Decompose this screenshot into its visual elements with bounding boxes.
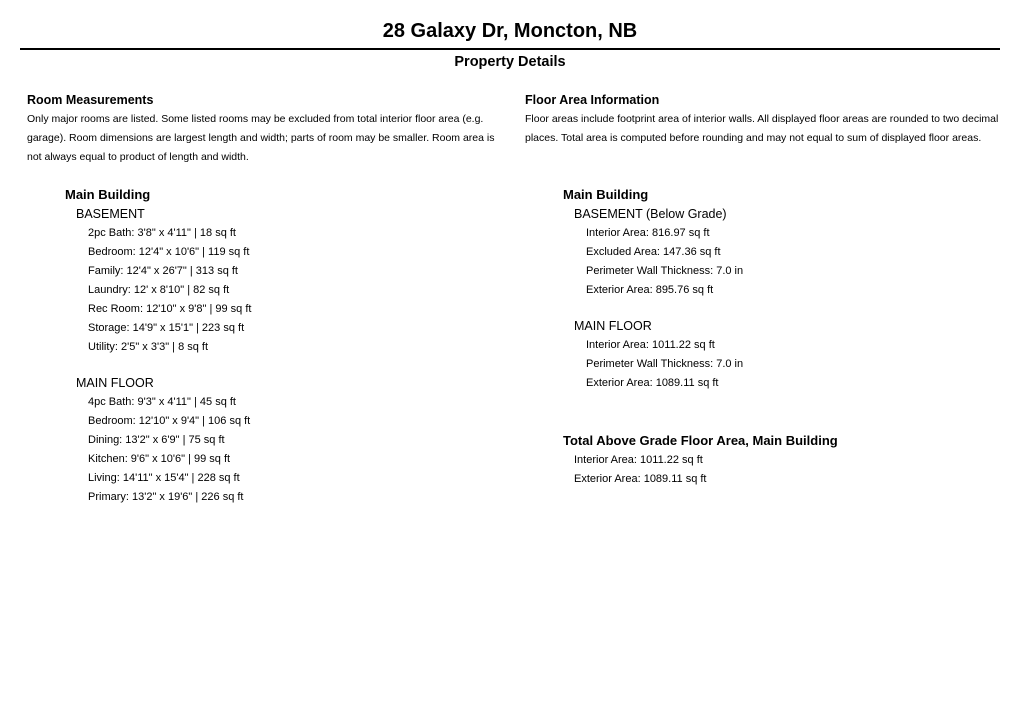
area-entry: Excluded Area: 147.36 sq ft xyxy=(586,246,721,258)
total-entry: Interior Area: 1011.22 sq ft xyxy=(574,454,703,466)
building-heading: Main Building xyxy=(563,187,649,202)
floor-name-main-floor: MAIN FLOOR xyxy=(76,376,154,390)
floor-area-description: Floor areas include footprint area of interior walls. All displayed floor areas are rounded to two decimal places. Total area is computed before rounding and may not equal to sum of displayed floor areas. xyxy=(525,113,999,144)
room-entry: Utility: 2'5" x 3'3" | 8 sq ft xyxy=(88,341,209,353)
page-subtitle: Property Details xyxy=(454,54,566,70)
floor-name-basement: BASEMENT xyxy=(76,207,145,221)
page-title: 28 Galaxy Dr, Moncton, NB xyxy=(382,20,638,42)
room-measurements-section xyxy=(27,92,507,167)
room-entry: 2pc Bath: 3'8" x 4'11" | 18 sq ft xyxy=(88,227,236,239)
room-entry: 4pc Bath: 9'3" x 4'11" | 45 sq ft xyxy=(88,396,236,408)
title-divider xyxy=(20,48,1000,50)
total-floor-area xyxy=(563,432,838,489)
room-list xyxy=(65,186,251,507)
total-entry: Exterior Area: 1089.11 sq ft xyxy=(574,473,707,485)
area-entry: Interior Area: 1011.22 sq ft xyxy=(586,339,715,351)
total-heading: Total Above Grade Floor Area, Main Building xyxy=(563,433,838,448)
area-entry: Exterior Area: 895.76 sq ft xyxy=(586,284,714,296)
room-entry: Bedroom: 12'4" x 10'6" | 119 sq ft xyxy=(88,246,250,258)
room-entry: Family: 12'4" x 26'7" | 313 sq ft xyxy=(88,265,238,277)
floor-area-list xyxy=(563,186,743,393)
area-entry: Interior Area: 816.97 sq ft xyxy=(586,227,710,239)
room-entry: Living: 14'11" x 15'4" | 228 sq ft xyxy=(88,472,240,484)
room-entry: Laundry: 12' x 8'10" | 82 sq ft xyxy=(88,284,230,296)
room-measurements-heading: Room Measurements xyxy=(27,93,154,107)
area-entry: Exterior Area: 1089.11 sq ft xyxy=(586,377,719,389)
room-entry: Kitchen: 9'6" x 10'6" | 99 sq ft xyxy=(88,453,231,465)
room-entry: Dining: 13'2" x 6'9" | 75 sq ft xyxy=(88,434,225,446)
floor-area-heading: Floor Area Information xyxy=(525,93,660,107)
spacer xyxy=(65,357,251,374)
area-entry: Perimeter Wall Thickness: 7.0 in xyxy=(586,358,744,370)
floor-name-basement: BASEMENT (Below Grade) xyxy=(574,207,727,221)
floor-area-section xyxy=(525,92,1010,148)
room-entry: Primary: 13'2" x 19'6" | 226 sq ft xyxy=(88,491,244,503)
room-entry: Rec Room: 12'10" x 9'8" | 99 sq ft xyxy=(88,303,252,315)
spacer xyxy=(563,300,743,317)
room-measurements-description: Only major rooms are listed. Some listed rooms may be excluded from total interior floor area (e.g. garage). Room dimensions are largest length and width; parts of room may be smaller. Room area is not always equal to product of length and width. xyxy=(27,113,495,163)
floor-name-main-floor: MAIN FLOOR xyxy=(574,319,652,333)
room-entry: Bedroom: 12'10" x 9'4" | 106 sq ft xyxy=(88,415,251,427)
building-heading: Main Building xyxy=(65,187,151,202)
room-entry: Storage: 14'9" x 15'1" | 223 sq ft xyxy=(88,322,245,334)
area-entry: Perimeter Wall Thickness: 7.0 in xyxy=(586,265,744,277)
